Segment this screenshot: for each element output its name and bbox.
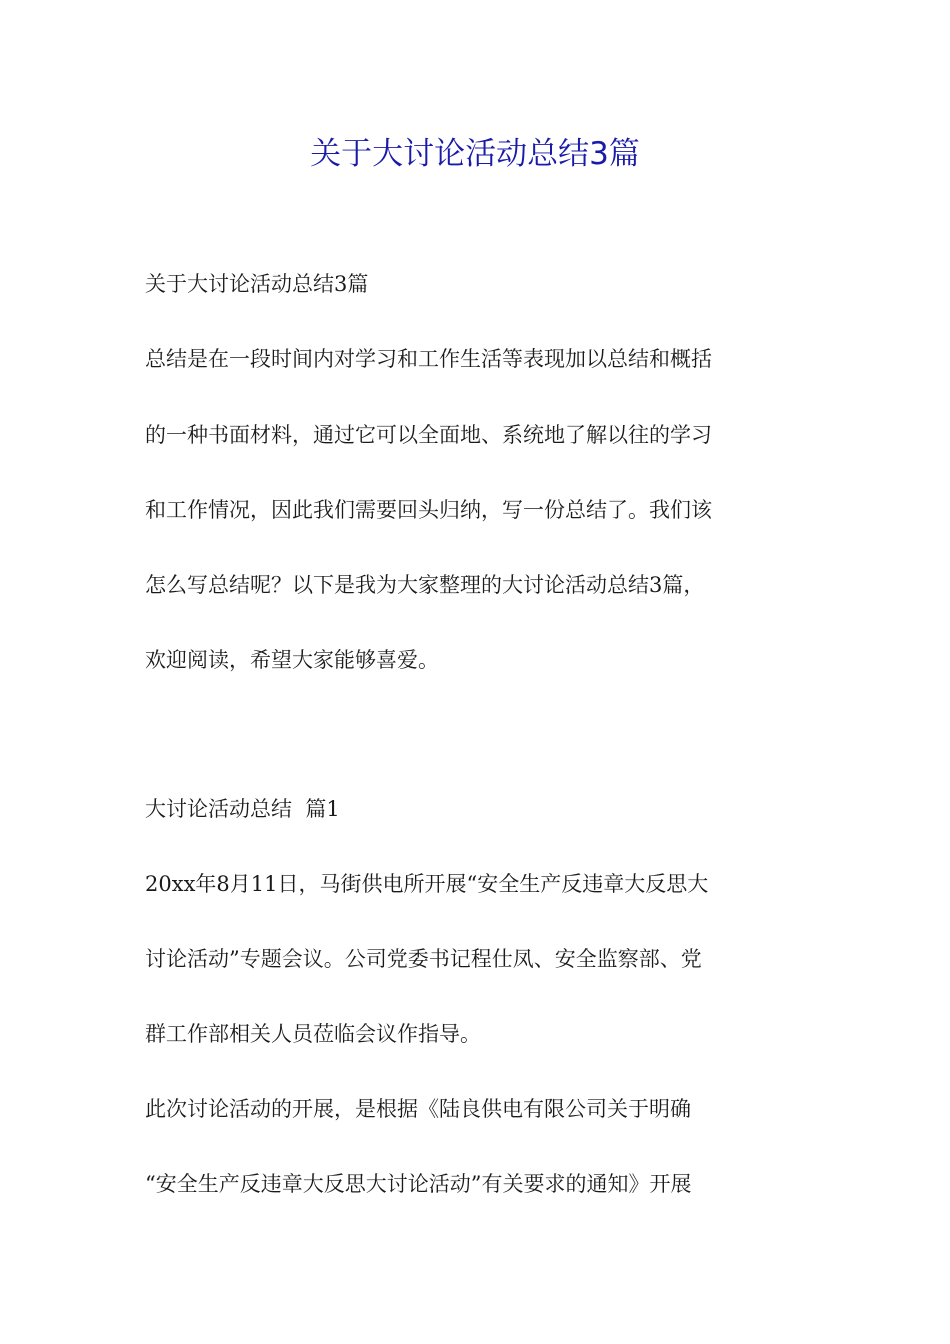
paragraph-line: 讨论活动”专题会议。公司党委书记程仕凤、安全监察部、党 [145,947,702,971]
paragraph-line: “安全生产反违章大反思大讨论活动”有关要求的通知》开展 [145,1172,692,1196]
document-title: 关于大讨论活动总结3篇 [310,136,640,172]
section-heading: 大讨论活动总结 篇1 [145,797,340,821]
intro-line: 怎么写总结呢？以下是我为大家整理的大讨论活动总结3篇， [145,573,705,597]
document-subtitle: 关于大讨论活动总结3篇 [145,272,369,296]
paragraph-line: 20xx年8月11日，马街供电所开展“安全生产反违章大反思大 [145,872,709,896]
intro-line: 和工作情况，因此我们需要回头归纳，写一份总结了。我们该 [145,498,712,522]
intro-line: 总结是在一段时间内对学习和工作生活等表现加以总结和概括 [145,347,712,371]
paragraph-line: 此次讨论活动的开展，是根据《陆良供电有限公司关于明确 [145,1097,691,1121]
paragraph-line: 群工作部相关人员莅临会议作指导。 [145,1022,481,1046]
intro-line: 的一种书面材料，通过它可以全面地、系统地了解以往的学习 [145,423,712,447]
intro-line: 欢迎阅读，希望大家能够喜爱。 [145,648,439,672]
